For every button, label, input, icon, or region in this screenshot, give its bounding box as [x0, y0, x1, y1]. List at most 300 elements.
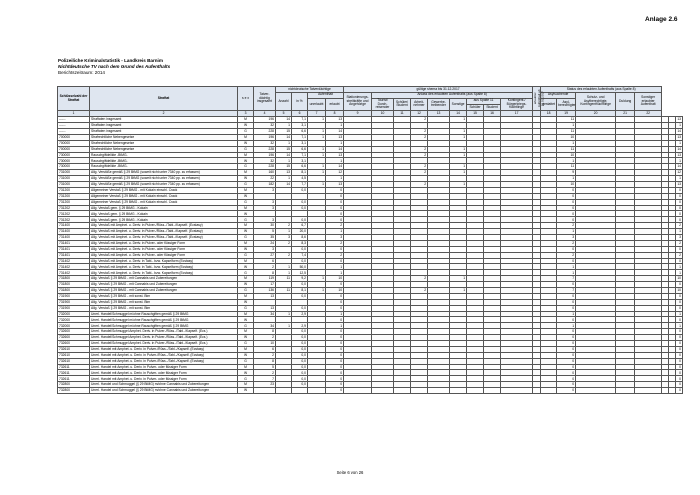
offense-name: Rauschgiftdelikte -BtMG- [90, 158, 238, 164]
col-head-schueler-student: Schüler/ Student [394, 98, 411, 110]
offense-name: Allg. Verstöße gemäß § 29 BtMG (soweit nicht unter 7340 pp. zu erfassen) [90, 176, 238, 182]
sex-cell: G [238, 376, 254, 382]
value-cell: 0,0 [292, 352, 308, 358]
value-cell: 0 [326, 364, 344, 370]
offense-name: Unerl. Handel mit Amphet. u. Deriv. in Pulver-/Rüss.-/Tabl.-/Kapself. (Ecstasy) [90, 346, 238, 352]
value-cell: 14 [326, 128, 344, 134]
sex-cell: G [238, 341, 254, 347]
value-cell: 2 [276, 252, 292, 258]
value-cell: 13 [326, 152, 344, 158]
value-cell [372, 388, 394, 394]
value-cell: 1 [450, 164, 467, 170]
offense-key: 731000 [58, 170, 90, 176]
value-cell: 7,1 [292, 117, 308, 123]
value-cell: 12 [677, 170, 681, 175]
sex-cell: W [238, 388, 254, 394]
offense-key: 731401 [58, 240, 90, 246]
value-cell: 20,0 [292, 229, 308, 235]
value-cell: 1 [326, 270, 344, 276]
value-cell: 13 [326, 117, 344, 123]
value-cell: 1 [308, 117, 326, 123]
offense-name: Strafrechtliche Nebengesetze [90, 140, 238, 146]
value-cell [276, 388, 292, 394]
value-cell: 3 [676, 234, 683, 240]
offense-key: 731200 [58, 199, 90, 205]
value-cell: 0 [326, 329, 344, 335]
value-cell: 0 [326, 335, 344, 341]
value-cell: 1 [276, 311, 292, 317]
value-cell: 0,0 [292, 376, 308, 382]
column-number: 19 [557, 111, 576, 117]
column-number: 1 [58, 111, 90, 117]
value-cell: 0 [557, 299, 576, 305]
column-number: 20 [576, 111, 616, 117]
anlage-label: Anlage 2.6 [645, 16, 678, 23]
offense-key: 731202 [58, 217, 90, 223]
offense-name: Rauschgiftdelikte -BtMG- [90, 152, 238, 158]
offense-key: 732610 [58, 358, 90, 364]
value-cell: 15 [276, 146, 292, 152]
value-cell [450, 388, 467, 394]
value-cell: 1 [276, 229, 292, 235]
value-cell: 0 [676, 246, 683, 252]
offense-key: 731400 [58, 223, 90, 229]
value-cell: 0 [676, 217, 683, 223]
value-cell: 0 [326, 352, 344, 358]
offense-key: 731400 [58, 229, 90, 235]
value-cell: 0,0 [292, 335, 308, 341]
offense-key: 731400 [58, 234, 90, 240]
value-cell: 0,0 [292, 258, 308, 264]
offense-name: Allg. Verstoß gem. § 29 BtMG - Kokain [90, 211, 238, 217]
offense-name: Allgemeiner Verstoß § 29 BtMG - mit Kokain einschl. Crack [90, 187, 238, 193]
value-cell: 2 [254, 370, 276, 376]
value-cell: 0 [326, 293, 344, 299]
sex-cell: M [238, 346, 254, 352]
column-number: 18 [541, 111, 557, 117]
value-cell: 2 [676, 252, 683, 258]
sex-cell: M [238, 223, 254, 229]
sex-cell: W [238, 264, 254, 270]
sex-cell: G [238, 323, 254, 329]
sex-cell: M [238, 329, 254, 335]
value-cell: 10 [557, 134, 576, 140]
value-cell: 9,2 [292, 276, 308, 282]
offense-name: Allg. Verstoß § 29 BtMG - mit sonst. Btm [90, 293, 238, 299]
column-number: 5 [276, 111, 292, 117]
offense-name: Unerl. Handel mit Amphet. u. Deriv. in Pulver- oder flüssiger Form [90, 376, 238, 382]
value-cell: 2 [411, 152, 428, 158]
col-head-stationierung: Stationierungs-streitkräfte und Angehörige [344, 92, 372, 110]
value-cell: 1 [676, 311, 683, 317]
value-cell: 1 [676, 264, 683, 270]
offense-name: Allg. Verstoß § 29 BtMG - mit sonst. Btm [90, 299, 238, 305]
value-cell: 2 [411, 170, 428, 176]
sex-cell: G [238, 358, 254, 364]
value-cell: 0 [676, 376, 683, 382]
value-cell: 1 [308, 152, 326, 158]
value-cell: 35 [254, 234, 276, 240]
value-cell: 0 [326, 341, 344, 347]
offense-key: 731202 [58, 211, 90, 217]
offense-key: 730000 [58, 158, 90, 164]
report-period: Berichtszeitraum: 2014 [58, 70, 105, 75]
offense-name: Allg. Verstoß § 29 BtMG - mit Cannabis und Zubereitungen [90, 288, 238, 294]
value-cell: 0 [557, 293, 576, 299]
offense-name: Rauschgiftdelikte -BtMG- [90, 164, 238, 170]
offense-key: 732610 [58, 346, 90, 352]
col-head-gestattet: gestattet [541, 98, 557, 110]
value-cell: 3 [557, 234, 576, 240]
value-cell: 50,0 [292, 264, 308, 270]
sex-cell: M [238, 364, 254, 370]
value-cell: 0 [326, 205, 344, 211]
value-cell [484, 388, 501, 394]
offense-key: 731402 [58, 270, 90, 276]
value-cell: 1 [276, 264, 292, 270]
value-cell: 0 [676, 258, 683, 264]
offense-key: 732000 [58, 323, 90, 329]
value-cell: 0 [676, 352, 683, 358]
offense-key: 732600 [58, 335, 90, 341]
col-head-gueltige: gültige shema bis 31.12.2017 [344, 87, 533, 93]
value-cell: 12,5 [292, 270, 308, 276]
col-head-vertical: erlaubter Aufenthalt ab 01.01.2017 [533, 87, 541, 111]
value-cell: 1 [326, 158, 344, 164]
sex-cell: G [238, 288, 254, 294]
offense-name: Unerl. Handel/Schmuggel m/ohne Rauschgiften gemäß § 29 BtMG [90, 323, 238, 329]
value-cell: 0 [557, 317, 576, 323]
table-body [58, 117, 683, 394]
sex-cell: G [238, 234, 254, 240]
value-cell [254, 388, 276, 394]
offense-name: Allg. Verstoß § 29 BtMG - mit Cannabis und Zubereitungen [90, 282, 238, 288]
offense-key: ------ [58, 128, 90, 134]
value-cell: 0,0 [292, 282, 308, 288]
value-cell: 13 [677, 182, 681, 187]
report-header [58, 58, 170, 76]
offense-key: 731900 [58, 293, 90, 299]
sex-cell: G [238, 181, 254, 187]
value-cell: 1 [450, 170, 467, 176]
value-cell: 13 [276, 170, 292, 176]
col-head-asylsuchende: Asylsuchende [541, 92, 576, 98]
value-cell: 6,6 [292, 164, 308, 170]
value-cell: 1 [276, 176, 292, 182]
value-cell: 0 [676, 211, 683, 217]
report-subtitle: Nichtdeutsche TV nach dem Grund des Aufenthalts [58, 64, 171, 69]
value-cell: 2 [326, 240, 344, 246]
offense-name: Allg. Verstoß mit Amphet. u. Deriv. in Tabl.- bzw. Kapselform (Ecstasy) [90, 258, 238, 264]
col-head-sonst-erlaubt: Sonstiger erlaubter Aufenthalt [635, 92, 662, 110]
offense-key: 700000 [58, 140, 90, 146]
sex-cell: W [238, 176, 254, 182]
value-cell: 0 [326, 358, 344, 364]
value-cell: 196 [254, 152, 276, 158]
report-title: Polizeiliche Kriminalstatistik - Landkreis Barnim [58, 58, 163, 63]
value-cell: 0 [676, 370, 683, 376]
offense-key: 732000 [58, 317, 90, 323]
offense-key: 731401 [58, 252, 90, 258]
value-cell [411, 388, 428, 394]
value-cell: 0 [326, 211, 344, 217]
page-footer: Seite 6 von 26 [336, 470, 364, 475]
value-cell: 13 [326, 134, 344, 140]
value-cell: 2 [411, 181, 428, 187]
sex-cell: G [238, 217, 254, 223]
offense-name: Unerl. Handel/Schmuggel m/ohne Rauschgiften gemäß § 29 BtMG [90, 311, 238, 317]
offense-key: 731900 [58, 305, 90, 311]
value-cell: 11 [276, 288, 292, 294]
value-cell: 3 [254, 205, 276, 211]
value-cell: 34 [254, 311, 276, 317]
sex-cell: M [238, 117, 254, 123]
value-cell: 24 [254, 240, 276, 246]
value-cell: 14 [677, 129, 681, 134]
value-cell: 8,1 [292, 288, 308, 294]
value-cell: 1 [308, 276, 326, 282]
sex-cell: M [238, 382, 254, 388]
value-cell: 228 [254, 146, 276, 152]
value-cell: 13 [254, 305, 276, 311]
value-cell: 7,7 [292, 181, 308, 187]
value-cell: 0 [676, 193, 683, 199]
sex-cell: W [238, 370, 254, 376]
value-cell [308, 388, 326, 394]
offense-key: 731202 [58, 205, 90, 211]
value-cell: 1 [326, 176, 344, 182]
value-cell: 0,0 [292, 187, 308, 193]
value-cell: 0,0 [292, 358, 308, 364]
column-number: 7 [308, 111, 326, 117]
column-number: 2 [90, 111, 238, 117]
column-number: 9 [344, 111, 372, 117]
value-cell: 2,9 [292, 311, 308, 317]
offense-key: 732800 [58, 388, 90, 394]
value-cell: 8,1 [292, 170, 308, 176]
value-cell: 119 [254, 276, 276, 282]
col-head-anzahl: Anzahl [276, 92, 292, 110]
value-cell: 8 [254, 329, 276, 335]
value-cell: 1 [676, 123, 683, 129]
offense-key: 700000 [58, 134, 90, 140]
offense-name: Allg. Verstoß mit Amphet. u. Deriv. in Tabl.- bzw. Kapselform (Ecstasy) [90, 270, 238, 276]
offense-name: Allg. Verstoß § 29 BtMG - mit sonst. Btm [90, 305, 238, 311]
value-cell: 0 [326, 346, 344, 352]
value-cell: 3,1 [292, 140, 308, 146]
offense-key: ------ [58, 117, 90, 123]
value-cell: 2 [411, 146, 428, 152]
offense-key: 731200 [58, 187, 90, 193]
value-cell: 14 [677, 146, 681, 151]
column-number: 6 [292, 111, 308, 117]
value-cell: 11 [557, 146, 576, 152]
value-cell: 6 [254, 258, 276, 264]
value-cell: 0 [557, 205, 576, 211]
col-head-tourist: Tourist/ Durch-reisender [372, 98, 394, 110]
offense-name: Strafrechtliche Nebengesetze [90, 134, 238, 140]
value-cell: 2 [557, 240, 576, 246]
value-cell: 15 [276, 128, 292, 134]
value-cell: 0 [557, 282, 576, 288]
value-cell: 0,0 [292, 364, 308, 370]
column-number: 22 [635, 111, 662, 117]
value-cell: 34 [254, 323, 276, 329]
offense-name: Allg. Verstoß mit Amphet. u. Deriv. in Pulver- oder flüssiger Form [90, 246, 238, 252]
offense-key: 700000 [58, 146, 90, 152]
value-cell: 0 [326, 193, 344, 199]
value-cell: 1 [557, 323, 576, 329]
value-cell: 1 [450, 288, 467, 294]
col-head-schutz: Schutz- und Asylberechtigte, Kontingentflüchtlinge [576, 92, 616, 110]
value-cell: 3 [276, 234, 292, 240]
sex-cell: G [238, 199, 254, 205]
col-head-unerlaubt: unerlaubt [308, 98, 326, 110]
value-cell: 8 [254, 270, 276, 276]
col-head-student: Student [484, 104, 501, 110]
offense-name: Allg. Verstoß mit Amphet. u. Deriv. in Pulver- oder flüssiger Form [90, 252, 238, 258]
value-cell: 6 [254, 346, 276, 352]
column-number: 4 [254, 111, 276, 117]
value-cell: 10 [557, 181, 576, 187]
value-cell [576, 388, 616, 394]
sex-cell: G [238, 252, 254, 258]
value-cell: 2 [254, 335, 276, 341]
value-cell: 0 [557, 217, 576, 223]
sex-cell: W [238, 246, 254, 252]
sex-cell: M [238, 258, 254, 264]
value-cell: 2 [676, 223, 683, 229]
value-cell: 27 [254, 252, 276, 258]
offense-name: Unerl. Handel und Schmuggel (§ 29 BtMG) m/ohne Cannabis und Zubereitungen [90, 388, 238, 394]
value-cell [616, 388, 635, 394]
sex-cell: M [238, 170, 254, 176]
table-row [58, 388, 683, 394]
value-cell: 14 [276, 117, 292, 123]
sex-cell: M [238, 187, 254, 193]
value-cell: 1 [676, 176, 683, 182]
value-cell: 7 [557, 276, 576, 282]
value-cell: 0,0 [292, 370, 308, 376]
offense-name: Allg. Verstoß mit Amphet. u. Deriv. in Tabl.- bzw. Kapselform (Ecstasy) [90, 264, 238, 270]
value-cell: 0 [676, 341, 683, 347]
column-number: 12 [411, 111, 428, 117]
value-cell: 0 [557, 388, 576, 394]
value-cell: 2 [326, 223, 344, 229]
value-cell: 0,0 [292, 329, 308, 335]
offense-key: 732610 [58, 352, 90, 358]
value-cell: 228 [254, 164, 276, 170]
value-cell: 14 [276, 181, 292, 187]
value-cell: 3 [254, 199, 276, 205]
value-cell: 0 [557, 346, 576, 352]
value-cell: 0 [557, 382, 576, 388]
value-cell: 13 [677, 117, 681, 122]
sex-cell: M [238, 240, 254, 246]
value-cell: 1 [308, 288, 326, 294]
sex-cell: W [238, 123, 254, 129]
offense-name: Unerl. Handel mit Amphet. u. Deriv. in Pulver-/Rüss.-/Tabl.-/Kapself. (Ecstasy) [90, 352, 238, 358]
offense-name: Allg. Verstoß § 29 BtMG - mit Cannabis und Zubereitungen [90, 276, 238, 282]
value-cell: 196 [254, 134, 276, 140]
offense-key: 731900 [58, 299, 90, 305]
value-cell: 0 [557, 358, 576, 364]
value-cell: 1 [276, 158, 292, 164]
offense-key: 731800 [58, 276, 90, 282]
value-cell: 11 [276, 276, 292, 282]
offense-name: Strafrechtliche Nebengesetze [90, 146, 238, 152]
value-cell [662, 388, 669, 394]
value-cell: 11 [557, 117, 576, 123]
value-cell [394, 388, 411, 394]
column-number: 16 [484, 111, 501, 117]
value-cell: 0 [557, 329, 576, 335]
value-cell: 0 [676, 282, 683, 288]
value-cell: 0 [326, 282, 344, 288]
offense-name: Allg. Verstoß mit Amphet. u. Deriv. in Pulver-/Rüss.-/Tabl.-/Kapself. (Ecstasy) [90, 223, 238, 229]
value-cell: 2,9 [292, 323, 308, 329]
value-cell: 1 [308, 181, 326, 187]
value-cell: 0 [676, 199, 683, 205]
offense-key: 732800 [58, 382, 90, 388]
value-cell: 10 [557, 152, 576, 158]
col-head-in-pct: in % [292, 92, 308, 110]
value-cell: 0 [557, 258, 576, 264]
offense-key: 732600 [58, 341, 90, 347]
value-cell: 13 [326, 181, 344, 187]
value-cell: 7,4 [292, 252, 308, 258]
value-cell [533, 388, 541, 394]
sex-cell: W [238, 193, 254, 199]
value-cell: 6,7 [292, 223, 308, 229]
col-head-aufenthalt: Aufenthalt [308, 92, 344, 98]
col-head-tv-insgesamt: Tatver-dächtig insgesamt [254, 87, 276, 111]
sex-cell: M [238, 276, 254, 282]
value-cell: 10 [326, 288, 344, 294]
value-cell: 2 [276, 240, 292, 246]
value-cell: 3 [254, 246, 276, 252]
value-cell: 3,1 [292, 123, 308, 129]
value-cell: 0 [557, 370, 576, 376]
value-cell: 1 [557, 264, 576, 270]
column-number: 13 [428, 111, 450, 117]
value-cell: 0 [557, 199, 576, 205]
value-cell: 0 [557, 187, 576, 193]
value-cell [344, 388, 372, 394]
value-cell: 2 [557, 252, 576, 258]
sex-cell: W [238, 282, 254, 288]
sex-cell: W [238, 211, 254, 217]
value-cell: 0 [557, 341, 576, 347]
col-head-aus-spalte11: aus Spalte 11 [467, 98, 501, 104]
column-number: 3 [238, 111, 254, 117]
value-cell: 8,6 [292, 234, 308, 240]
value-cell: 0 [676, 299, 683, 305]
offense-key: 732611 [58, 376, 90, 382]
sex-cell: W [238, 140, 254, 146]
value-cell: 160 [254, 170, 276, 176]
offense-name: Unerl. Handel/Schmuggel m/ohne Rauschgiften gemäß § 29 BtMG [90, 317, 238, 323]
value-cell: 0 [676, 187, 683, 193]
value-cell: 0,0 [292, 217, 308, 223]
offense-key: 731800 [58, 288, 90, 294]
col-head-gewerbe: Gewerbe-treibender [428, 98, 450, 110]
value-cell: 1 [676, 140, 683, 146]
value-cell: 1 [326, 323, 344, 329]
value-cell: 1 [326, 311, 344, 317]
sex-cell: M [238, 134, 254, 140]
value-cell: 1 [308, 146, 326, 152]
